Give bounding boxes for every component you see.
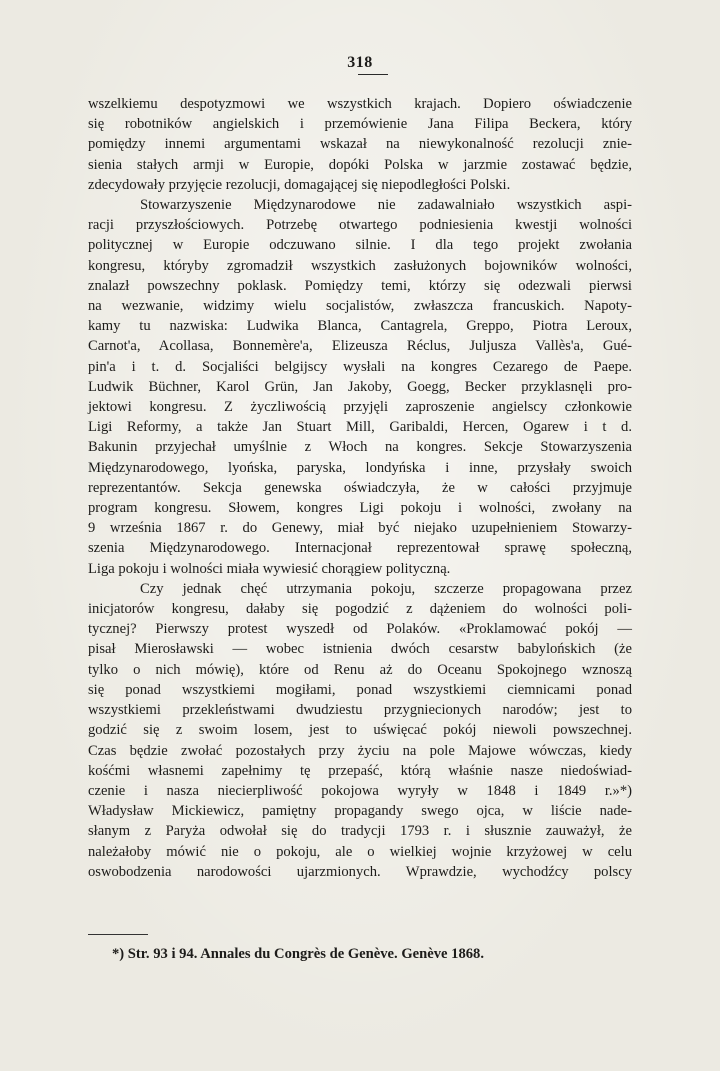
text-line: czenie i nasza niecierpliwość pokojowa wyryły w 1848 i 1849 r.»*) bbox=[88, 782, 632, 799]
text-line: Stowarzyszenie Międzynarodowe nie zadawalniało wszystkich aspi- bbox=[140, 197, 632, 214]
text-line: należałoby mówić nie o pokoju, ale o wielkiej wojnie krzyżowej w celu bbox=[88, 843, 632, 860]
text-line: się ponad wszystkiemi mogiłami, ponad wszystkiemi ciemnicami ponad bbox=[88, 681, 632, 698]
body-text bbox=[88, 94, 632, 882]
text-line: oswobodzenia narodowości ujarzmionych. Wprawdzie, wychodźcy polscy bbox=[88, 863, 632, 880]
text-line: 9 września 1867 r. do Genewy, miał być niejako uzupełnieniem Stowarzy- bbox=[88, 520, 632, 537]
text-line: Czas będzie zwołać pozostałych przy życiu na pole Majowe wówczas, kiedy bbox=[88, 742, 632, 759]
text-line: godzić się z swoim losem, jest to uświęcać pokój niewoli powszechnej. bbox=[88, 722, 632, 739]
text-line: reprezentantów. Sekcja genewska oświadczyła, że w całości przyjmuje bbox=[88, 479, 632, 496]
text-line: wszelkiemu despotyzmowi we wszystkich krajach. Dopiero oświadczenie bbox=[88, 96, 632, 112]
text-line: kongresu, któryby zgromadził wszystkich zasłużonych bojowników wolności, bbox=[88, 257, 632, 274]
text-line: Władysław Mickiewicz, pamiętny propagandy swego ojca, w liście nade- bbox=[88, 803, 632, 820]
text-line: politycznej w Europie odczuwano silnie. I dla tego projekt zwołania bbox=[88, 237, 632, 254]
text-line: inicjatorów kongresu, dałaby się pogodzić z dążeniem do wolności poli- bbox=[88, 601, 632, 618]
text-line: Międzynarodowego, lyońska, paryska, londyńska i inne, przysłały swoich bbox=[88, 459, 632, 476]
page-number: 318 bbox=[347, 54, 373, 71]
text-line: na wezwanie, widzimy wielu socjalistów, zwłaszcza francuskich. Napoty- bbox=[88, 298, 632, 315]
text-line: Carnot'a, Acollasa, Bonnemère'a, Elizeusza Réclus, Juljusza Vallès'a, Gué- bbox=[88, 338, 632, 355]
text-line: Bakunin przyjechał umyślnie z Włoch na kongres. Sekcje Stowarzyszenia bbox=[88, 439, 632, 456]
text-line: program kongresu. Słowem, kongres Ligi pokoju i wolności, zwołany na bbox=[88, 500, 632, 517]
text-line: Czy jednak chęć utrzymania pokoju, szczerze propagowana przez bbox=[140, 580, 632, 597]
text-line: pin'a i t. d. Socjaliści belgijscy wysłali na kongres Cezarego de Paepe. bbox=[88, 358, 632, 375]
text-line: pomiędzy innemi argumentami wskazał na niewykonalność rezolucji znie- bbox=[88, 136, 632, 153]
text-line: zdecydowały przyjęcie rezolucji, domagającej się niepodległości Polski. bbox=[88, 176, 511, 193]
text-line: znalazł powszechny poklask. Pomiędzy temi, którzy się odezwali pierwsi bbox=[88, 277, 632, 294]
text-line: tycznej? Pierwszy protest wyszedł od Polaków. «Proklamować pokój — bbox=[88, 621, 632, 638]
text-line: wszystkiemi przekleństwami dwudziestu przygniecionych narodów; jest to bbox=[88, 702, 632, 719]
text-line: racji przyszłościowych. Potrzebę otwartego podniesienia kwestji wolności bbox=[88, 217, 632, 234]
text-line: Liga pokoju i wolności miała wywiesić chorągiew polityczną. bbox=[88, 560, 451, 577]
text-line: szenia Międzynarodowego. Internacjonał reprezentował sprawę społeczną, bbox=[88, 540, 632, 557]
text-line: pisał Mierosławski — wobec istnienia dwóch cesarstw babylońskich (że bbox=[88, 641, 632, 658]
text-line: jektowi kongresu. Z życzliwością przyjęli zaproszenie angielscy członkowie bbox=[88, 399, 632, 416]
text-line: się robotników angielskich i przemówienie Jana Filipa Beckera, który bbox=[88, 116, 632, 133]
text-line: tylko o nich mówię), które od Renu aż do Oceanu Spokojnego wznoszą bbox=[88, 661, 632, 678]
text-line: sienia stałych armji w Europie, dopóki Polska w jarzmie zostawać będzie, bbox=[88, 156, 632, 173]
text-line: kośćmi własnemi zapełnimy tę przepaść, którą właśnie nasze niedoświad- bbox=[88, 762, 632, 779]
text-line: kamy tu nazwiska: Ludwika Blanca, Cantagrela, Greppo, Piotra Leroux, bbox=[88, 318, 632, 335]
text-line: słanym z Paryża odwołał się do tradycji 1793 r. i słusznie zauważył, że bbox=[88, 823, 632, 840]
page-number-underline bbox=[358, 74, 388, 75]
text-line: Ligi Reformy, a także Jan Stuart Mill, Garibaldi, Hercen, Ogarew i t d. bbox=[88, 419, 632, 436]
text-line: Ludwik Büchner, Karol Grün, Jan Jakoby, Goegg, Becker przyklasnęli pro- bbox=[88, 378, 632, 395]
footnote-separator bbox=[88, 934, 148, 935]
footnote: *) Str. 93 i 94. Annales du Congrès de Genève. Genève 1868. bbox=[112, 946, 485, 962]
